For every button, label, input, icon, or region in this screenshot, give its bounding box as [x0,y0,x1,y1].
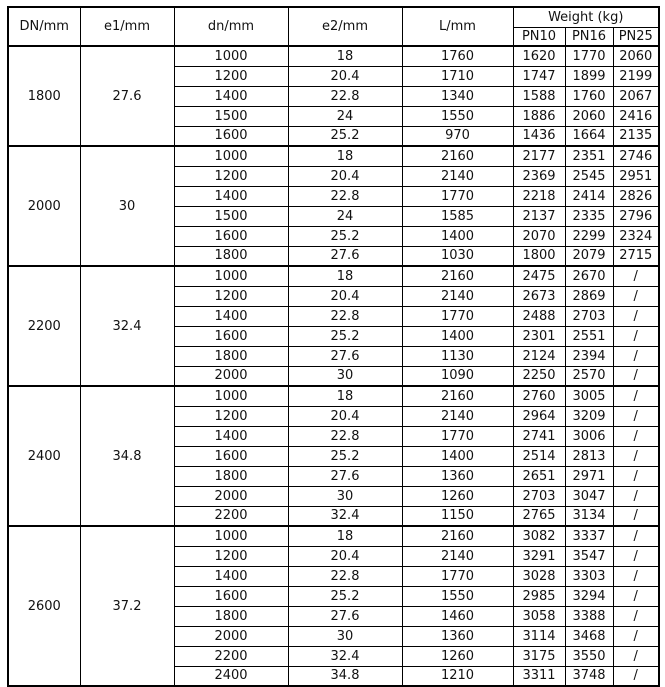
dn-cell: 1600 [174,126,288,146]
pn10-cell: 2765 [513,506,565,526]
length-cell: 2140 [402,546,513,566]
pn16-cell: 3134 [565,506,613,526]
pn10-cell: 2964 [513,406,565,426]
pn25-cell: / [613,286,659,306]
pn10-cell: 3291 [513,546,565,566]
pn10-cell: 2301 [513,326,565,346]
dn-cell: 1000 [174,526,288,546]
pn10-cell: 2124 [513,346,565,366]
header-pn16: PN16 [565,27,613,46]
dn-cell: 1200 [174,546,288,566]
pn16-cell: 2060 [565,106,613,126]
e2-cell: 27.6 [288,466,402,486]
length-cell: 1550 [402,586,513,606]
pn25-cell: 2060 [613,46,659,66]
dn-cell: 1200 [174,166,288,186]
pn25-cell: / [613,446,659,466]
pn10-cell: 2985 [513,586,565,606]
dn-cell: 1800 [174,606,288,626]
pn25-cell: / [613,406,659,426]
length-cell: 1585 [402,206,513,226]
table-row [8,266,659,286]
header-weight: Weight (kg) [513,7,659,27]
length-cell: 1260 [402,646,513,666]
pn16-cell: 3388 [565,606,613,626]
pn10-cell: 2488 [513,306,565,326]
pn10-cell: 1800 [513,246,565,266]
pn10-cell: 3311 [513,666,565,686]
pn25-cell: / [613,386,659,406]
pn25-cell: 2826 [613,186,659,206]
header-length: L/mm [402,7,513,46]
dn-cell: 1500 [174,106,288,126]
pn16-cell: 3547 [565,546,613,566]
dn-cell: 2200 [174,646,288,666]
e2-cell: 20.4 [288,546,402,566]
length-cell: 1770 [402,306,513,326]
dn-cell: 1600 [174,326,288,346]
dn-cell: 2000 [174,366,288,386]
pn25-cell: / [613,366,659,386]
length-cell: 1400 [402,226,513,246]
pn10-cell: 1588 [513,86,565,106]
pn16-cell: 3550 [565,646,613,666]
pn16-cell: 2551 [565,326,613,346]
group-dn-cell: 2400 [8,386,80,526]
dn-cell: 1400 [174,86,288,106]
group-dn-cell: 2000 [8,146,80,266]
dn-cell: 1800 [174,246,288,266]
e2-cell: 20.4 [288,66,402,86]
pn16-cell: 2351 [565,146,613,166]
dn-cell: 1200 [174,286,288,306]
e2-cell: 20.4 [288,286,402,306]
dn-cell: 1400 [174,306,288,326]
pn16-cell: 3047 [565,486,613,506]
table-row [8,386,659,406]
pn25-cell: 2324 [613,226,659,246]
pn25-cell: 2746 [613,146,659,166]
table-row [8,146,659,166]
dn-cell: 1600 [174,586,288,606]
dn-cell: 1400 [174,186,288,206]
pn16-cell: 3294 [565,586,613,606]
e2-cell: 22.8 [288,566,402,586]
dn-cell: 1000 [174,146,288,166]
pn25-cell: / [613,526,659,546]
length-cell: 1400 [402,326,513,346]
e2-cell: 25.2 [288,126,402,146]
dn-cell: 2000 [174,626,288,646]
pn10-cell: 2475 [513,266,565,286]
length-cell: 2140 [402,166,513,186]
group-dn-cell: 2600 [8,526,80,686]
pn16-cell: 3748 [565,666,613,686]
dn-cell: 2000 [174,486,288,506]
pn16-cell: 2703 [565,306,613,326]
e2-cell: 22.8 [288,186,402,206]
length-cell: 1760 [402,46,513,66]
pn16-cell: 3468 [565,626,613,646]
pn25-cell: 2715 [613,246,659,266]
table-header [8,7,659,46]
e2-cell: 18 [288,146,402,166]
pn16-cell: 2414 [565,186,613,206]
pn16-cell: 1760 [565,86,613,106]
header-e1: e1/mm [80,7,174,46]
e2-cell: 24 [288,106,402,126]
pn25-cell: 2067 [613,86,659,106]
dn-cell: 1800 [174,346,288,366]
pn10-cell: 1620 [513,46,565,66]
pn25-cell: / [613,426,659,446]
length-cell: 1400 [402,446,513,466]
pn10-cell: 2137 [513,206,565,226]
e2-cell: 24 [288,206,402,226]
e2-cell: 25.2 [288,226,402,246]
length-cell: 2160 [402,266,513,286]
dn-cell: 1200 [174,406,288,426]
length-cell: 1360 [402,466,513,486]
pn25-cell: 2796 [613,206,659,226]
length-cell: 1550 [402,106,513,126]
pn10-cell: 1886 [513,106,565,126]
e2-cell: 30 [288,366,402,386]
pn16-cell: 2079 [565,246,613,266]
pn25-cell: / [613,586,659,606]
e2-cell: 32.4 [288,646,402,666]
header-dn: DN/mm [8,7,80,46]
pn16-cell: 3006 [565,426,613,446]
pn25-cell: 2199 [613,66,659,86]
length-cell: 970 [402,126,513,146]
pn10-cell: 2703 [513,486,565,506]
e2-cell: 20.4 [288,406,402,426]
e2-cell: 27.6 [288,246,402,266]
e2-cell: 27.6 [288,346,402,366]
group-dn-cell: 2200 [8,266,80,386]
length-cell: 2160 [402,386,513,406]
length-cell: 1360 [402,626,513,646]
pn10-cell: 2369 [513,166,565,186]
pn10-cell: 2514 [513,446,565,466]
pn16-cell: 1664 [565,126,613,146]
e2-cell: 32.4 [288,506,402,526]
pn25-cell: / [613,326,659,346]
pn25-cell: / [613,626,659,646]
length-cell: 1210 [402,666,513,686]
e2-cell: 30 [288,486,402,506]
pn10-cell: 3082 [513,526,565,546]
e2-cell: 18 [288,46,402,66]
pn16-cell: 2394 [565,346,613,366]
pn25-cell: / [613,566,659,586]
length-cell: 1030 [402,246,513,266]
pn16-cell: 2813 [565,446,613,466]
dn-cell: 2400 [174,666,288,686]
dn-cell: 1800 [174,466,288,486]
pn25-cell: 2135 [613,126,659,146]
dn-cell: 2200 [174,506,288,526]
pn25-cell: 2951 [613,166,659,186]
e2-cell: 20.4 [288,166,402,186]
dn-cell: 1200 [174,66,288,86]
pn16-cell: 1770 [565,46,613,66]
pn25-cell: / [613,346,659,366]
dn-cell: 1400 [174,566,288,586]
pn16-cell: 3303 [565,566,613,586]
e2-cell: 25.2 [288,446,402,466]
pn10-cell: 3175 [513,646,565,666]
e2-cell: 22.8 [288,426,402,446]
pn10-cell: 2651 [513,466,565,486]
length-cell: 2140 [402,286,513,306]
e2-cell: 18 [288,526,402,546]
dn-cell: 1000 [174,46,288,66]
dn-cell: 1600 [174,446,288,466]
header-dn-small: dn/mm [174,7,288,46]
pn16-cell: 1899 [565,66,613,86]
e2-cell: 30 [288,626,402,646]
pn10-cell: 2741 [513,426,565,446]
header-pn10: PN10 [513,27,565,46]
pn25-cell: / [613,606,659,626]
group-e1-cell: 32.4 [80,266,174,386]
pn10-cell: 2673 [513,286,565,306]
pn16-cell: 3337 [565,526,613,546]
pn16-cell: 2869 [565,286,613,306]
length-cell: 2160 [402,146,513,166]
e2-cell: 18 [288,266,402,286]
group-e1-cell: 30 [80,146,174,266]
length-cell: 1130 [402,346,513,366]
pn25-cell: / [613,486,659,506]
pn16-cell: 2299 [565,226,613,246]
pn10-cell: 2177 [513,146,565,166]
header-pn25: PN25 [613,27,659,46]
pn25-cell: 2416 [613,106,659,126]
e2-cell: 25.2 [288,586,402,606]
pn25-cell: / [613,266,659,286]
pn10-cell: 1436 [513,126,565,146]
pn16-cell: 2971 [565,466,613,486]
table-body [8,46,659,686]
e2-cell: 25.2 [288,326,402,346]
pn16-cell: 3005 [565,386,613,406]
flange-weight-table [7,6,660,687]
dn-cell: 1600 [174,226,288,246]
pn10-cell: 3114 [513,626,565,646]
dn-cell: 1500 [174,206,288,226]
e2-cell: 22.8 [288,306,402,326]
table-row [8,526,659,546]
dn-cell: 1400 [174,426,288,446]
length-cell: 1460 [402,606,513,626]
pn10-cell: 1747 [513,66,565,86]
e2-cell: 27.6 [288,606,402,626]
pn10-cell: 2760 [513,386,565,406]
length-cell: 2160 [402,526,513,546]
length-cell: 1710 [402,66,513,86]
pn16-cell: 3209 [565,406,613,426]
pn25-cell: / [613,466,659,486]
length-cell: 2140 [402,406,513,426]
group-e1-cell: 37.2 [80,526,174,686]
pn25-cell: / [613,646,659,666]
pn25-cell: / [613,666,659,686]
group-e1-cell: 34.8 [80,386,174,526]
length-cell: 1340 [402,86,513,106]
e2-cell: 18 [288,386,402,406]
length-cell: 1770 [402,566,513,586]
group-e1-cell: 27.6 [80,46,174,146]
pn16-cell: 2545 [565,166,613,186]
pn16-cell: 2335 [565,206,613,226]
dn-cell: 1000 [174,266,288,286]
pn10-cell: 3028 [513,566,565,586]
pn10-cell: 2070 [513,226,565,246]
pn10-cell: 2218 [513,186,565,206]
e2-cell: 34.8 [288,666,402,686]
pn25-cell: / [613,546,659,566]
pn10-cell: 2250 [513,366,565,386]
length-cell: 1770 [402,186,513,206]
table-row [8,46,659,66]
length-cell: 1150 [402,506,513,526]
pn16-cell: 2570 [565,366,613,386]
header-e2: e2/mm [288,7,402,46]
pn25-cell: / [613,506,659,526]
length-cell: 1260 [402,486,513,506]
length-cell: 1770 [402,426,513,446]
pn10-cell: 3058 [513,606,565,626]
e2-cell: 22.8 [288,86,402,106]
group-dn-cell: 1800 [8,46,80,146]
dn-cell: 1000 [174,386,288,406]
pn25-cell: / [613,306,659,326]
length-cell: 1090 [402,366,513,386]
pn16-cell: 2670 [565,266,613,286]
